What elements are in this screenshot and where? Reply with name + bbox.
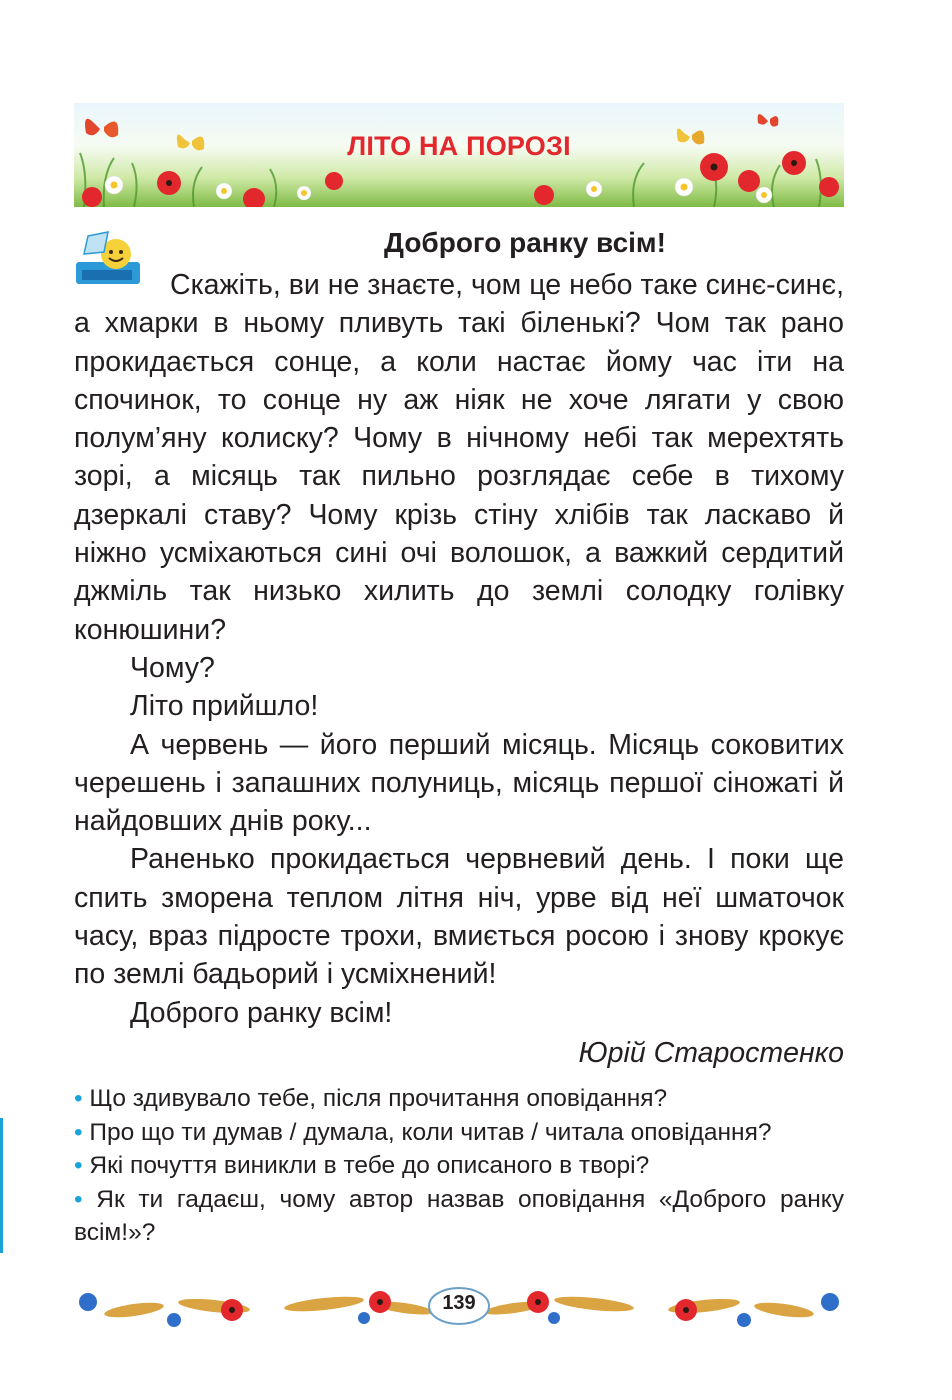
bullet-icon: •: [74, 1152, 83, 1179]
chapter-title: ЛІТО НА ПОРОЗІ: [347, 131, 571, 161]
bullet-icon: •: [74, 1185, 83, 1213]
question-item: • Які почуття виникли в тебе до описаного в творі?: [74, 1152, 650, 1179]
bullet-icon: •: [74, 1085, 83, 1112]
left-edge-marker: [0, 1118, 3, 1253]
story-paragraph: Доброго ранку всім!: [130, 996, 393, 1029]
story-paragraph: А червень — його перший місяць. Місяць соковитих черешень і запашних полуниць, місяць першої сіножаті й найдовших днів року...: [74, 728, 844, 838]
bullet-icon: •: [74, 1118, 83, 1146]
story-paragraph: Скажіть, ви не знаєте, чом це небо таке синє-синє, а хмарки в ньому пливуть такі біленькі? Чом так рано прокидається сонце, а коли настає йому час іти на спочинок, то сонце ну аж ніяк не хоче лягати у свою полум’яну колиску? Чому в нічному небі так мерехтять зорі, а місяць так пильно розглядає себе в тихому дзеркалі ставу? Чому крізь стіну хлібів так ласкаво й ніжно усміхаються сині очі волошок, а важкий сердитий джміль так низько хилить до землі солодку голівку конюшини?: [74, 269, 844, 646]
question-item: • Про що ти думав / думала, коли читав / читала оповідання?: [74, 1118, 772, 1146]
story-paragraph: Чому?: [130, 651, 215, 684]
story-paragraph: Літо прийшло!: [130, 690, 319, 723]
question-item: • Як ти гадаєш, чому автор назвав оповідання «Доброго ранку всім!»?: [74, 1185, 844, 1246]
story-paragraph: Раненько прокидається червневий день. І поки ще спить зморена теплом літня ніч, урве від неї шматочок часу, враз підросте трохи, вмиється росою і знову крокує по землі бадьорий і усміхнений!: [74, 843, 844, 991]
question-item: • Що здивувало тебе, після прочитання оповідання?: [74, 1085, 668, 1112]
story-author: Юрій Старостенко: [578, 1037, 844, 1069]
story-body: [74, 266, 844, 1032]
header-banner: [74, 103, 844, 207]
page-number: 139: [442, 1292, 476, 1314]
story-title: Доброго ранку всім!: [384, 227, 666, 258]
questions-list: [74, 1082, 844, 1250]
